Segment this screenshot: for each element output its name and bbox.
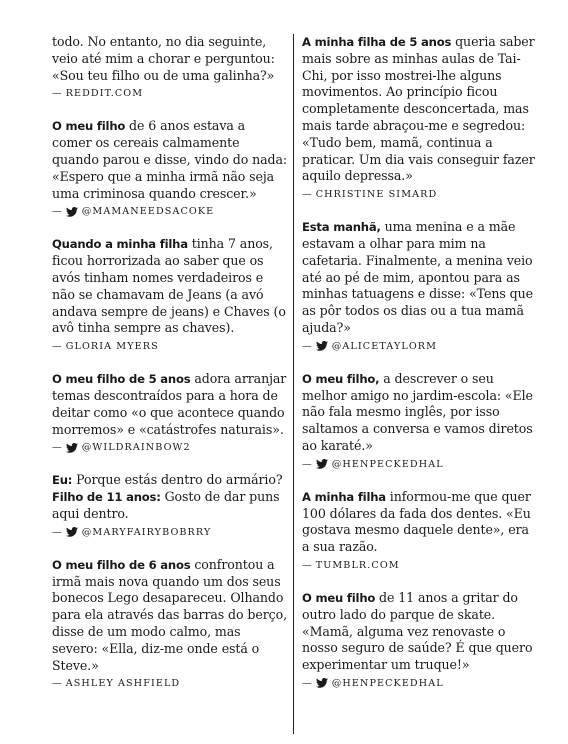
attribution-name: @HENPECKEDHAL [331,458,444,470]
anecdote-text: todo. No entanto, no dia seguinte, veio até mim a chorar e perguntou: «Sou teu filho ou de uma galinha?» [52,34,275,83]
anecdote-text: A minha filha informou-me que quer 100 dólares da fada dos dentes. «Eu gostava mesmo daquele dente», era a sua razão. [302,488,531,555]
attribution-name: ASHLEY ASHFIELD [65,678,181,690]
anecdote-text: Eu: Porque estás dentro do armário? Filho de 11 anos: Gosto de dar puns aqui dentro. [52,472,283,521]
anecdote-entry [52,118,288,217]
attribution: — GLORIA MYERS [52,341,159,353]
anecdote-entry [52,371,288,453]
anecdote-text: O meu filho de 6 anos confrontou a irmã mais nova quando um dos seus bonecos Lego desapareceu. Olhando para ela através das barras do berço, disse de um modo calmo, mas severo: «Ella, diz-me onde está o Steve.» [52,556,287,673]
anecdote-text: O meu filho de 11 anos a gritar do outro lado do parque de skate. «Mamã, alguma vez renovaste o nosso seguro de saúde? É que quero experimentar um truque!» [302,589,533,673]
anecdote-entry [302,590,538,689]
attribution-name: GLORIA MYERS [65,341,159,353]
right-column [302,34,538,708]
anecdote-entry [302,489,538,571]
column-divider [293,34,294,734]
attribution: — CHRISTINE SIMARD [302,189,438,201]
anecdote-text: O meu filho de 5 anos adora arranjar temas descontraídos para a hora de deitar como «o que acontece quando morremos» e «catástrofes naturais». [52,371,287,437]
twitter-bird-icon [66,207,78,217]
anecdote-entry [302,34,538,200]
anecdote-entry [52,472,288,537]
attribution-name: REDDIT.COM [65,88,144,100]
attribution-name: @HENPECKEDHAL [331,677,444,689]
attribution: — @MARYFAIRYBOBRRY [52,526,212,538]
attribution: — @HENPECKEDHAL [302,458,444,470]
attribution: — ASHLEY ASHFIELD [52,678,181,690]
attribution-name: @WILDRAINBOW2 [81,442,191,454]
anecdote-text: Quando a minha filha tinha 7 anos, ficou horrorizada ao saber que os avós tinham nomes verdadeiros e não se chamavam de Jeans (a avó andava sempre de jeans) e Chaves (o avô tinha sempre as chaves). [52,236,286,336]
left-column [52,34,288,708]
attribution: — @ALICETAYLORM [302,340,438,352]
twitter-bird-icon [66,527,78,537]
anecdote-entry [52,34,288,99]
attribution-name: @MARYFAIRYBOBRRY [81,526,212,538]
anecdote-entry [52,236,288,352]
anecdote-text: A minha filha de 5 anos queria saber mais sobre as minhas aulas de Tai-Chi, por isso mostrei-lhe alguns movimentos. Ao princípio ficou completamente desconcertada, mas mais tarde abraçou-me e segredou: «Tudo bem, mamã, continua a praticar. Um dia vais conseguir fazer aquilo depressa.» [302,34,535,184]
twitter-bird-icon [66,443,78,453]
attribution: — @WILDRAINBOW2 [52,442,191,454]
attribution-name: TUMBLR.COM [315,559,400,571]
attribution: — @HENPECKEDHAL [302,677,444,689]
attribution-name: CHRISTINE SIMARD [315,189,438,201]
twitter-bird-icon [316,341,328,351]
attribution-name: @MAMANEEDSACOKE [81,206,215,218]
attribution: — REDDIT.COM [52,88,144,100]
twitter-bird-icon [316,459,328,469]
twitter-bird-icon [316,678,328,688]
attribution-name: @ALICETAYLORM [331,340,438,352]
anecdote-entry [52,557,288,690]
anecdote-entry [302,371,538,470]
attribution: — @MAMANEEDSACOKE [52,206,215,218]
anecdote-text: O meu filho de 6 anos estava a comer os cereais calmamente quando parou e disse, vindo do nada: «Espero que a minha irmã não seja uma criminosa quando crescer.» [52,118,288,201]
attribution: — TUMBLR.COM [302,559,400,571]
anecdote-entry [302,219,538,352]
anecdote-text: Esta manhã, uma menina e a mãe estavam a olhar para mim na cafetaria. Finalmente, a menina veio até ao pé de mim, apontou para as minhas tatuagens e disse: «Tens que as pôr todos os dias ou a tua mamã ajuda?» [302,219,533,335]
anecdote-text: O meu filho, a descrever o seu melhor amigo no jardim-escola: «Ele não fala mesmo inglês, por isso saltamos a conversa e vamos diretos ao karaté.» [302,370,533,453]
